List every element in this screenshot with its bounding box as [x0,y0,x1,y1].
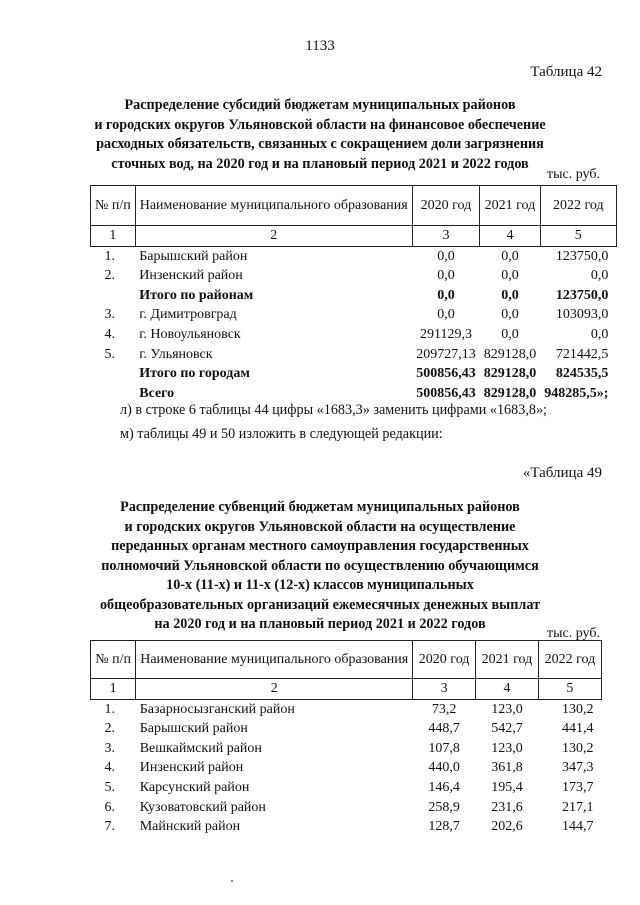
table-row [91,739,602,759]
row-value-2021: 0,0 [501,287,519,303]
row-number: 1. [104,701,115,717]
row-value-2020: 500856,43 [416,366,476,382]
row-name: Барышский район [139,248,248,264]
row-number: 6. [104,799,115,815]
page-number: 1133 [305,38,335,54]
row-name: г. Димитровград [139,307,237,323]
row-name: Инзенский район [139,268,243,284]
table-row [91,798,602,818]
table-row [91,325,617,345]
table-row [91,719,602,739]
row-value-2021: 829128,0 [483,366,537,382]
row-value-2020: 73,2 [431,701,457,717]
row-value-2022: 948285,5»; [544,385,609,401]
header-2022: 2022 год [538,641,601,679]
row-name: Карсунский район [139,779,250,795]
index-cell: 3 [412,226,480,247]
row-number: 3. [104,740,115,756]
row-name: Кузоватовский район [139,799,266,815]
row-name: Базарносызганский район [139,701,295,717]
row-name: Итого по районам [139,287,254,303]
table-row [91,345,617,365]
row-number: 7. [104,819,115,835]
table-row [91,758,602,778]
paragraph-m: м) таблицы 49 и 50 изложить в следующей редакции: [120,426,443,442]
row-value-2021: 123,0 [491,701,523,717]
row-value-2022: 824535,5 [555,366,609,382]
row-name: Инзенский район [139,760,244,776]
table-49-title-line: Распределение субвенций бюджетам муниципальных районов [120,499,520,515]
row-number: 5. [104,346,115,362]
row-value-2020: 128,7 [428,819,460,835]
row-value-2022: 441,4 [562,721,594,737]
header-name: Наименование муниципального образования [135,186,412,226]
index-cell: 4 [480,226,541,247]
row-value-2021: 123,0 [491,740,523,756]
row-value-2020: 448,7 [428,721,460,737]
row-value-2021: 829128,0 [483,346,537,362]
row-value-2022: 0,0 [590,268,609,284]
table-49-label: «Таблица 49 [522,465,602,481]
table-49-title-line: на 2020 год и на плановый период 2021 и 2022 годов [154,616,486,632]
row-value-2022: 347,3 [562,760,594,776]
row-name: г. Ульяновск [139,346,213,362]
row-value-2021: 231,6 [491,799,523,815]
row-name: Итого по городам [139,366,250,382]
row-value-2020: 0,0 [437,287,455,303]
row-value-2022: 123750,0 [555,248,609,264]
table-49-title-line: 10-х (11-х) и 11-х (12-х) классов муниципальных [166,577,474,593]
row-value-2022: 123750,0 [555,287,609,303]
row-value-2022: 217,1 [562,799,594,815]
row-number: 2. [104,268,115,284]
table-subtotal-row [91,364,617,384]
table-index-row [91,226,617,247]
row-value-2020: 0,0 [437,307,455,323]
table-header-row [91,641,602,679]
row-number: 2. [104,721,115,737]
table-row [91,246,617,266]
row-value-2022: 721442,5 [555,346,609,362]
table-row [91,699,602,719]
index-cell: 1 [91,226,136,247]
row-value-2020: 107,8 [428,740,460,756]
row-value-2021: 0,0 [501,248,519,264]
index-cell: 1 [91,679,136,700]
table-42 [90,185,617,403]
table-49-units: тыс. руб. [547,626,600,641]
row-name: Всего [139,385,175,401]
row-value-2020: 146,4 [428,779,460,795]
index-cell: 4 [476,679,539,700]
row-value-2022: 144,7 [562,819,594,835]
row-value-2021: 195,4 [491,779,523,795]
index-cell: 5 [540,226,616,247]
table-42-title-line: Распределение субсидий бюджетам муниципальных районов [124,97,516,113]
row-value-2021: 542,7 [491,721,523,737]
row-number [91,384,136,404]
row-value-2021: 361,8 [491,760,523,776]
table-total-row [91,384,617,404]
row-value-2021: 202,6 [491,819,523,835]
table-row [91,778,602,798]
row-number: 4. [104,326,115,342]
table-49-title [60,498,580,635]
table-49-title-line: общеобразовательных организаций ежемесячных денежных выплат [99,596,541,613]
header-2020: 2020 год [413,641,476,679]
table-subtotal-row [91,286,617,306]
row-name: Барышский район [139,721,248,737]
header-name: Наименование муниципального образования [136,641,413,679]
table-row [91,266,617,286]
row-name: Вешкаймский район [139,740,262,756]
table-42-title [60,96,580,174]
row-value-2020: 0,0 [437,248,455,264]
header-2022: 2022 год [540,186,616,226]
row-value-2022: 130,2 [562,740,594,756]
row-value-2021: 0,0 [501,268,519,284]
row-value-2021: 829128,0 [483,385,537,401]
row-value-2022: 103093,0 [555,307,609,323]
index-cell: 5 [538,679,601,700]
row-number: 3. [104,307,115,323]
row-number: 1. [104,248,115,264]
table-42-label: Таблица 42 [530,64,602,80]
scan-speck [231,880,233,882]
row-name: г. Новоульяновск [139,326,241,342]
row-value-2022: 173,7 [562,779,594,795]
row-value-2022: 130,2 [562,701,594,717]
header-num: № п/п [91,186,136,226]
table-42-units: тыс. руб. [547,167,600,182]
header-2020: 2020 год [412,186,480,226]
header-num: № п/п [91,641,136,679]
row-value-2020: 258,9 [428,799,460,815]
row-value-2021: 0,0 [501,326,519,342]
table-42-title-line: сточных вод, на 2020 год и на плановый период 2021 и 2022 годов [111,155,529,172]
row-number [91,286,136,306]
index-cell: 3 [413,679,476,700]
row-value-2020: 291129,3 [419,326,472,342]
paragraph-l: л) в строке 6 таблицы 44 цифры «1683,3» заменить цифрами «1683,8»; [120,402,548,418]
table-index-row [91,679,602,700]
table-row [91,817,602,837]
table-header-row [91,186,617,226]
row-value-2022: 0,0 [590,326,609,342]
row-value-2021: 0,0 [501,307,519,323]
row-value-2020: 500856,43 [416,385,476,401]
table-49 [90,640,602,837]
header-2021: 2021 год [476,641,539,679]
table-49-title-line: переданных органам местного самоуправления государственных [111,538,529,554]
row-number: 4. [104,760,115,776]
row-name: Майнский район [139,819,241,835]
row-value-2020: 0,0 [437,268,455,284]
table-49-title-line: и городских округов Ульяновской области на осуществление [124,518,516,535]
table-42-title-line: расходных обязательств, связанных с сокращением доли загрязнения [96,136,544,152]
table-42-title-line: и городских округов Ульяновской области на финансовое обеспечение [94,116,546,133]
table-49-title-line: полномочий Ульяновской области по осуществлению обучающимся [101,557,539,574]
row-number: 5. [104,779,115,795]
row-number [91,364,136,384]
index-cell: 2 [136,679,413,700]
row-value-2020: 209727,13 [416,346,476,362]
table-row [91,305,617,325]
index-cell: 2 [135,226,412,247]
header-2021: 2021 год [480,186,541,226]
row-value-2020: 440,0 [428,760,460,776]
